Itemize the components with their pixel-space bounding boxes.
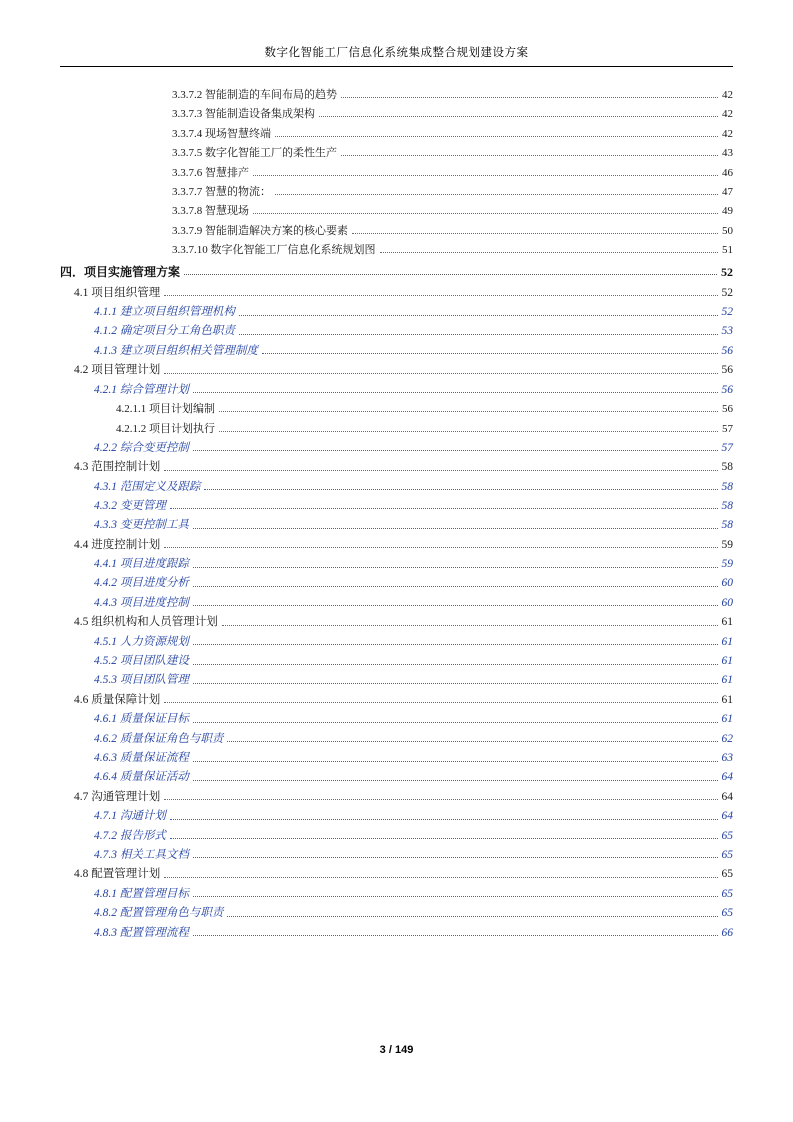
toc-entry-page: 60 xyxy=(721,577,733,590)
toc-entry[interactable] xyxy=(60,481,733,493)
toc-entry-label: 4.2.1.2 项目计划执行 xyxy=(116,422,215,435)
toc-leader-dots xyxy=(275,128,718,137)
toc-leader-dots xyxy=(164,287,717,296)
toc-leader-dots xyxy=(193,849,718,858)
toc-entry-page: 56 xyxy=(722,403,733,416)
toc-entry[interactable] xyxy=(60,287,733,299)
toc-entry[interactable] xyxy=(60,617,733,629)
toc-entry-label: 4.8 配置管理计划 xyxy=(74,868,161,881)
toc-entry-page: 64 xyxy=(721,790,733,803)
toc-entry[interactable] xyxy=(60,108,733,120)
toc-entry-page: 43 xyxy=(722,147,733,160)
toc-entry[interactable] xyxy=(60,500,733,512)
toc-entry-label: 3.3.7.9 智能制造解决方案的核心要素 xyxy=(172,224,348,237)
toc-entry-page: 51 xyxy=(722,244,733,257)
toc-entry-label: 4.3.3 变更控制工具 xyxy=(94,519,189,532)
toc-entry-page: 58 xyxy=(721,480,733,493)
toc-entry-page: 57 xyxy=(721,441,733,454)
toc-entry-label: 3.3.7.2 智能制造的车间布局的趋势 xyxy=(172,89,337,101)
toc-leader-dots xyxy=(193,675,718,684)
toc-entry-page: 52 xyxy=(721,265,733,280)
toc-entry[interactable] xyxy=(60,442,733,454)
toc-entry[interactable] xyxy=(60,888,733,900)
toc-entry-label: 4.2 项目管理计划 xyxy=(74,364,161,377)
toc-entry[interactable] xyxy=(60,205,733,217)
toc-entry-page: 65 xyxy=(721,848,733,861)
toc-entry-page: 56 xyxy=(721,383,733,396)
page-footer xyxy=(0,1044,793,1056)
toc-entry-label: 4.2.1 综合管理计划 xyxy=(94,383,189,396)
toc-entry-label: 3.3.7.6 智慧排产 xyxy=(172,166,249,179)
toc-leader-dots xyxy=(193,927,718,936)
toc-entry[interactable] xyxy=(60,791,733,803)
toc-entry-label: 4.7 沟通管理计划 xyxy=(74,790,161,803)
toc-entry[interactable] xyxy=(60,365,733,377)
page-number: 3 / 149 xyxy=(379,1044,414,1056)
toc-entry-label: 4.1 项目组织管理 xyxy=(74,286,161,299)
toc-entry-page: 65 xyxy=(721,829,733,842)
toc-leader-dots xyxy=(164,694,717,703)
toc-entry-page: 65 xyxy=(721,887,733,900)
toc-entry-label: 3.3.7.7 智慧的物流： xyxy=(172,185,271,198)
toc-leader-dots xyxy=(253,205,718,214)
toc-leader-dots xyxy=(193,714,718,723)
toc-entry-label: 3.3.7.5 数字化智能工厂的柔性生产 xyxy=(172,147,337,160)
toc-entry-page: 65 xyxy=(721,907,733,920)
toc-entry[interactable] xyxy=(60,772,733,784)
toc-entry[interactable] xyxy=(60,714,733,726)
toc-leader-dots xyxy=(319,108,718,117)
toc-entry-page: 61 xyxy=(721,616,733,629)
toc-entry-page: 52 xyxy=(721,306,733,319)
toc-entry[interactable] xyxy=(60,694,733,706)
toc-leader-dots xyxy=(184,266,717,275)
toc-entry-label: 4.8.2 配置管理角色与职责 xyxy=(94,907,224,920)
toc-entry[interactable] xyxy=(60,89,733,101)
toc-entry-page: 66 xyxy=(721,926,733,939)
toc-entry-page: 47 xyxy=(722,185,733,198)
toc-entry-label: 4.8.1 配置管理目标 xyxy=(94,887,189,900)
toc-entry-page: 42 xyxy=(722,89,733,101)
toc-entry[interactable] xyxy=(60,520,733,532)
toc-leader-dots xyxy=(275,186,718,195)
toc-entry-label: 4.5.1 人力资源规划 xyxy=(94,635,189,648)
toc-entry-label: 4.6.1 质量保证目标 xyxy=(94,713,189,726)
toc-leader-dots xyxy=(204,481,717,490)
toc-entry-page: 61 xyxy=(721,655,733,668)
toc-leader-dots xyxy=(193,656,718,665)
toc-entry-page: 62 xyxy=(721,732,733,745)
toc-entry[interactable] xyxy=(60,539,733,551)
toc-entry-label: 4.6.3 质量保证流程 xyxy=(94,752,189,764)
toc-leader-dots xyxy=(227,733,717,742)
toc-leader-dots xyxy=(227,908,717,917)
toc-entry-label: 4.3.2 变更管理 xyxy=(94,499,166,512)
toc-entry[interactable] xyxy=(60,656,733,668)
toc-entry[interactable] xyxy=(60,186,733,198)
toc-entry[interactable] xyxy=(60,147,733,159)
toc-entry-page: 46 xyxy=(722,166,733,179)
toc-leader-dots xyxy=(341,147,718,156)
toc-entry-page: 58 xyxy=(721,519,733,532)
toc-entry-label: 4.2.2 综合变更控制 xyxy=(94,441,189,454)
toc-entry-label: 4.2.1.1 项目计划编制 xyxy=(116,403,215,416)
toc-leader-dots xyxy=(170,811,718,820)
toc-leader-dots xyxy=(253,167,718,176)
toc-leader-dots xyxy=(193,559,718,568)
toc-leader-dots xyxy=(341,89,718,98)
toc-entry-label: 4.6.2 质量保证角色与职责 xyxy=(94,732,224,745)
toc-entry-label: 4.6 质量保障计划 xyxy=(74,693,161,706)
toc-entry[interactable] xyxy=(60,403,733,415)
toc-leader-dots xyxy=(352,225,718,234)
toc-entry-label: 4.5 组织机构和人员管理计划 xyxy=(74,616,218,629)
toc-entry-page: 56 xyxy=(721,344,733,357)
toc-entry-page: 61 xyxy=(721,713,733,726)
toc-entry[interactable] xyxy=(60,225,733,237)
toc-leader-dots xyxy=(222,617,718,626)
toc-entry[interactable] xyxy=(60,578,733,590)
toc-entry[interactable] xyxy=(60,423,733,435)
toc-leader-dots xyxy=(193,442,718,451)
toc-leader-dots xyxy=(193,888,718,897)
toc-entry[interactable] xyxy=(60,244,733,256)
toc-entry[interactable] xyxy=(60,675,733,687)
toc-entry-page: 50 xyxy=(722,224,733,237)
toc-entry-label: 4.3 范围控制计划 xyxy=(74,461,161,474)
document-title: 数字化智能工厂信息化系统集成整合规划建设方案 xyxy=(264,47,529,59)
toc-entry-label: 4.5.3 项目团队管理 xyxy=(94,674,189,687)
toc-leader-dots xyxy=(219,423,718,432)
toc-leader-dots xyxy=(164,462,717,471)
table-of-contents xyxy=(60,89,733,939)
toc-entry-label: 3.3.7.4 现场智慧终端 xyxy=(172,127,271,140)
toc-entry-label: 4.8.3 配置管理流程 xyxy=(94,926,189,939)
toc-leader-dots xyxy=(164,869,717,878)
toc-entry-label: 4.1.1 建立项目组织管理机构 xyxy=(94,306,235,319)
toc-entry[interactable] xyxy=(60,384,733,396)
toc-entry-page: 63 xyxy=(721,752,733,764)
toc-entry-label: 4.6.4 质量保证活动 xyxy=(94,771,189,784)
toc-entry-page: 59 xyxy=(721,558,733,571)
toc-entry-label: 4.5.2 项目团队建设 xyxy=(94,655,189,668)
toc-entry-page: 59 xyxy=(721,538,733,551)
toc-entry-page: 57 xyxy=(722,422,733,435)
toc-entry[interactable] xyxy=(60,636,733,648)
toc-entry-label: 4.3.1 范围定义及跟踪 xyxy=(94,480,201,493)
toc-entry[interactable] xyxy=(60,462,733,474)
toc-leader-dots xyxy=(193,597,718,606)
toc-entry[interactable] xyxy=(60,307,733,319)
toc-leader-dots xyxy=(193,772,718,781)
toc-leader-dots xyxy=(380,244,719,253)
toc-entry-label: 4.4.1 项目进度跟踪 xyxy=(94,558,189,571)
toc-leader-dots xyxy=(164,791,717,800)
toc-entry[interactable] xyxy=(60,559,733,571)
toc-entry-label: 4.4.3 项目进度控制 xyxy=(94,596,189,609)
toc-entry-label: 4.4.2 项目进度分析 xyxy=(94,577,189,590)
toc-entry-label: 3.3.7.3 智能制造设备集成架构 xyxy=(172,108,315,121)
toc-entry[interactable] xyxy=(60,167,733,179)
toc-entry-label: 4.1.2 确定项目分工角色职责 xyxy=(94,325,235,338)
toc-leader-dots xyxy=(239,307,718,316)
toc-entry[interactable] xyxy=(60,345,733,357)
toc-entry[interactable] xyxy=(60,908,733,920)
header-divider xyxy=(60,66,733,67)
toc-entry-page: 65 xyxy=(721,868,733,881)
toc-entry-label: 4.1.3 建立项目组织相关管理制度 xyxy=(94,344,258,357)
toc-entry[interactable] xyxy=(60,849,733,861)
toc-entry[interactable] xyxy=(60,597,733,609)
toc-entry-page: 56 xyxy=(721,364,733,377)
toc-entry-label: 4.7.3 相关工具文档 xyxy=(94,848,189,861)
toc-entry-page: 60 xyxy=(721,596,733,609)
toc-leader-dots xyxy=(164,365,717,374)
toc-entry-label: 四．项目实施管理方案 xyxy=(60,265,181,280)
toc-entry-page: 49 xyxy=(722,205,733,218)
toc-entry-label: 3.3.7.10 数字化智能工厂信息化系统规划图 xyxy=(172,244,376,257)
toc-entry-page: 61 xyxy=(721,674,733,687)
toc-entry-page: 64 xyxy=(721,771,733,784)
toc-leader-dots xyxy=(193,520,718,529)
toc-entry-label: 4.7.2 报告形式 xyxy=(94,829,166,842)
toc-entry-label: 3.3.7.8 智慧现场 xyxy=(172,205,249,218)
toc-entry[interactable] xyxy=(60,753,733,765)
toc-leader-dots xyxy=(239,326,718,335)
toc-entry[interactable] xyxy=(60,869,733,881)
toc-entry[interactable] xyxy=(60,733,733,745)
toc-entry-label: 4.4 进度控制计划 xyxy=(74,538,161,551)
toc-leader-dots xyxy=(193,636,718,645)
toc-entry-page: 61 xyxy=(721,693,733,706)
toc-leader-dots xyxy=(193,753,718,762)
toc-entry-page: 61 xyxy=(721,635,733,648)
toc-entry[interactable] xyxy=(60,128,733,140)
toc-entry-page: 58 xyxy=(721,499,733,512)
toc-entry-label: 4.7.1 沟通计划 xyxy=(94,810,166,823)
page-header xyxy=(60,44,733,66)
toc-entry[interactable] xyxy=(60,266,733,278)
toc-leader-dots xyxy=(193,578,718,587)
toc-leader-dots xyxy=(170,830,718,839)
toc-leader-dots xyxy=(164,539,717,548)
toc-entry[interactable] xyxy=(60,830,733,842)
toc-entry-page: 42 xyxy=(722,108,733,121)
toc-leader-dots xyxy=(262,345,718,354)
toc-entry-page: 58 xyxy=(721,461,733,474)
toc-entry-page: 53 xyxy=(721,325,733,338)
toc-entry-page: 42 xyxy=(722,127,733,140)
toc-entry-page: 52 xyxy=(721,286,733,299)
toc-leader-dots xyxy=(193,384,718,393)
toc-entry[interactable] xyxy=(60,326,733,338)
toc-entry-page: 64 xyxy=(721,810,733,823)
toc-leader-dots xyxy=(170,500,718,509)
toc-entry[interactable] xyxy=(60,927,733,939)
toc-leader-dots xyxy=(219,403,718,412)
toc-entry[interactable] xyxy=(60,811,733,823)
